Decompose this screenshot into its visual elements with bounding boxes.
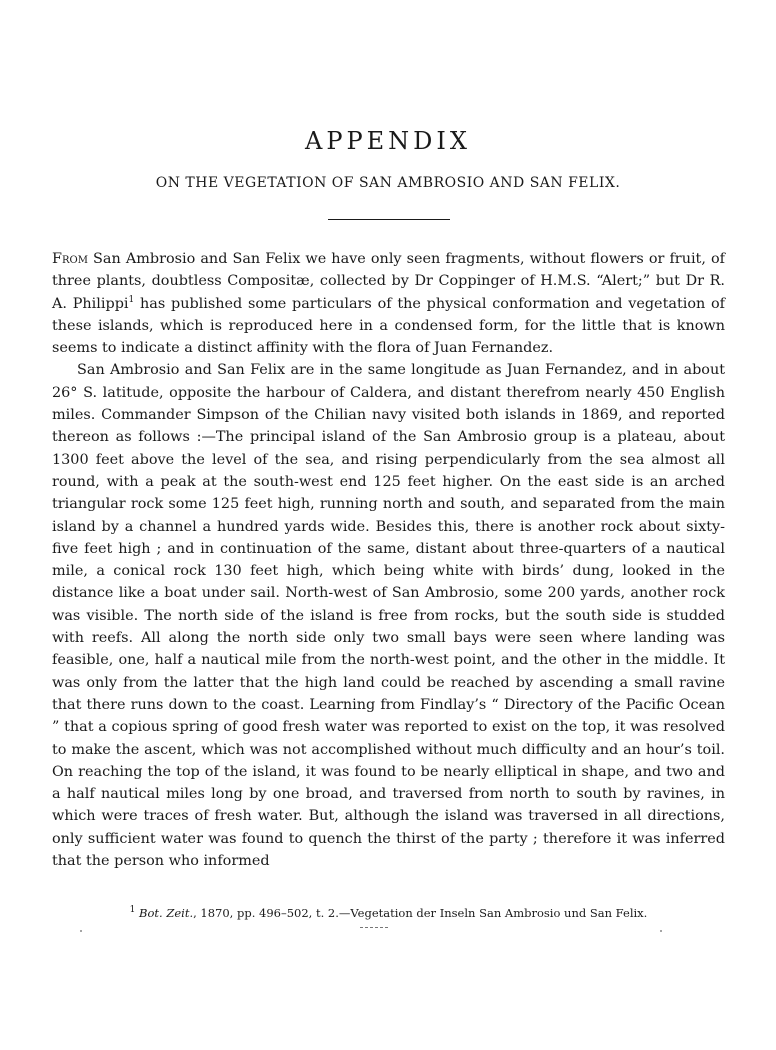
- appendix-subtitle: ON THE VEGETATION OF SAN AMBROSIO AND SAN FELIX.: [155, 175, 621, 191]
- paragraph-1: [52, 248, 725, 359]
- paragraph-2: San Ambrosio and San Felix are in the same longitude as Juan Fernandez, and in about 26° S. latitude, opposite the harbour of Caldera, and distant therefrom nearly 450 English miles. Commander Simpson of the Chilian navy visited both islands in 1869, and reported thereon as follows :—The principal island of the San Ambrosio group is a plateau, about 1300 feet above the level of the sea, and rising perpendicularly from the sea almost all round, with a peak at the south-west end 125 feet higher. On the east side is an arched triangular rock some 125 feet high, running north and south, and separated from the main island by a channel a hundred yards wide. Besides this, there is another rock about sixty-five feet high ; and in continuation of the same, distant about three-quarters of a nautical mile, a conical rock 130 feet high, which being white with birds’ dung, looked in the distance like a boat under sail. North-west of San Ambrosio, some 200 yards, another rock was visible. The north side of the island is free from rocks, but the south side is studded with reefs. All along the north side only two small bays were seen where landing was feasible, one, half a nautical mile from the north-west point, and the other in the middle. It was only from the latter that the high land could be reached by ascending a small ravine that there runs down to the coast. Learning from Findlay’s “ Directory of the Pacific Ocean ” that a copious spring of good fresh water was reported to exist on the top, it was resolved to make the ascent, which was not accomplished without much difficulty and an hour’s toil. On reaching the top of the island, it was found to be nearly elliptical in shape, and two and a half nautical miles long by one broad, and traversed from north to south by ravines, in which were traces of fresh water. But, although the island was traversed in all directions, only sufficient water was found to quench the thirst of the party ; therefore it was inferred that the person who informed: [52, 362, 725, 870]
- paragraph-1-text-a: San Ambrosio and San Felix we have only seen fragments, without flowers or fruit, of three plants, doubtless Compositæ, collected by Dr Coppinger of H.M.S. “Alert;” but Dr R. A. Philippi: [52, 251, 725, 312]
- footnote-source: Bot. Zeit.: [139, 906, 194, 920]
- page-speck-left: [80, 930, 82, 932]
- footnote-details: , 1870, pp. 496–502, t. 2.—Vegetation der Inseln San Ambrosio und San Felix.: [193, 906, 648, 920]
- appendix-title: APPENDIX: [305, 127, 471, 155]
- footnote: [52, 906, 725, 920]
- page-speck-right: [660, 930, 662, 932]
- paragraph-1-text-b: has published some particulars of the physical conformation and vegetation of these islands, which is reproduced here in a condensed form, for the little that is known seems to indicate a distinct affinity with the flora of Juan Fernandez.: [52, 295, 726, 357]
- title-divider: [328, 219, 450, 220]
- footnote-reference[interactable]: 1: [128, 294, 135, 305]
- paragraph-lead-word: From: [52, 251, 88, 267]
- body-text: [52, 248, 725, 872]
- page-mark-dashes: [360, 927, 388, 928]
- footnote-number: 1: [129, 905, 136, 916]
